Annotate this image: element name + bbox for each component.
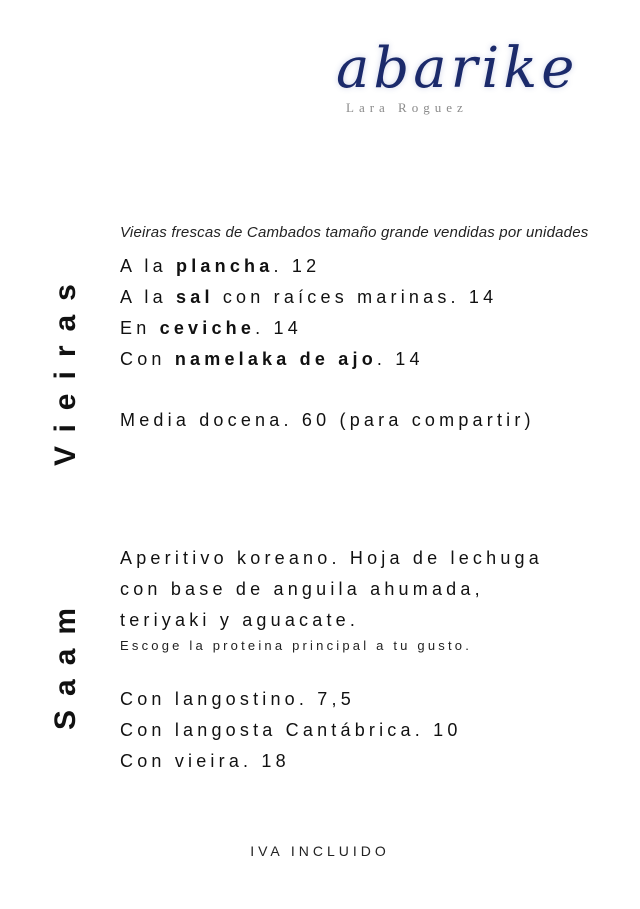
footer-tax-note: IVA INCLUIDO <box>250 843 390 859</box>
section-vieiras <box>120 222 600 436</box>
section-title-vieiras: Vieiras <box>49 270 82 466</box>
section-saam <box>120 543 600 777</box>
menu-item: Con vieira. 18 <box>120 751 290 771</box>
menu-item-share: Media docena. 60 (para compartir) <box>120 410 535 430</box>
saam-description-line: teriyaki y aguacate. <box>120 610 360 630</box>
vieiras-intro: Vieiras frescas de Cambados tamaño grande vendidas por unidades <box>120 224 589 241</box>
menu-item: Con langostino. 7,5 <box>120 689 355 709</box>
menu-item: Con langosta Cantábrica. 10 <box>120 720 462 740</box>
brand-logo <box>336 36 586 126</box>
saam-description-line: Aperitivo koreano. Hoja de lechuga <box>120 548 543 568</box>
section-title-saam: Saam <box>49 593 82 730</box>
saam-note: Escoge la proteina principal a tu gusto. <box>120 638 473 653</box>
menu-item: Con namelaka de ajo. 14 <box>120 349 424 369</box>
brand-name: abarike <box>336 36 579 101</box>
brand-subtitle: Lara Roguez <box>346 100 468 115</box>
menu-item: En ceviche. 14 <box>120 318 302 338</box>
saam-description-line: con base de anguila ahumada, <box>120 579 484 599</box>
menu-item: A la sal con raíces marinas. 14 <box>120 287 498 307</box>
menu-item: A la plancha. 12 <box>120 256 321 276</box>
